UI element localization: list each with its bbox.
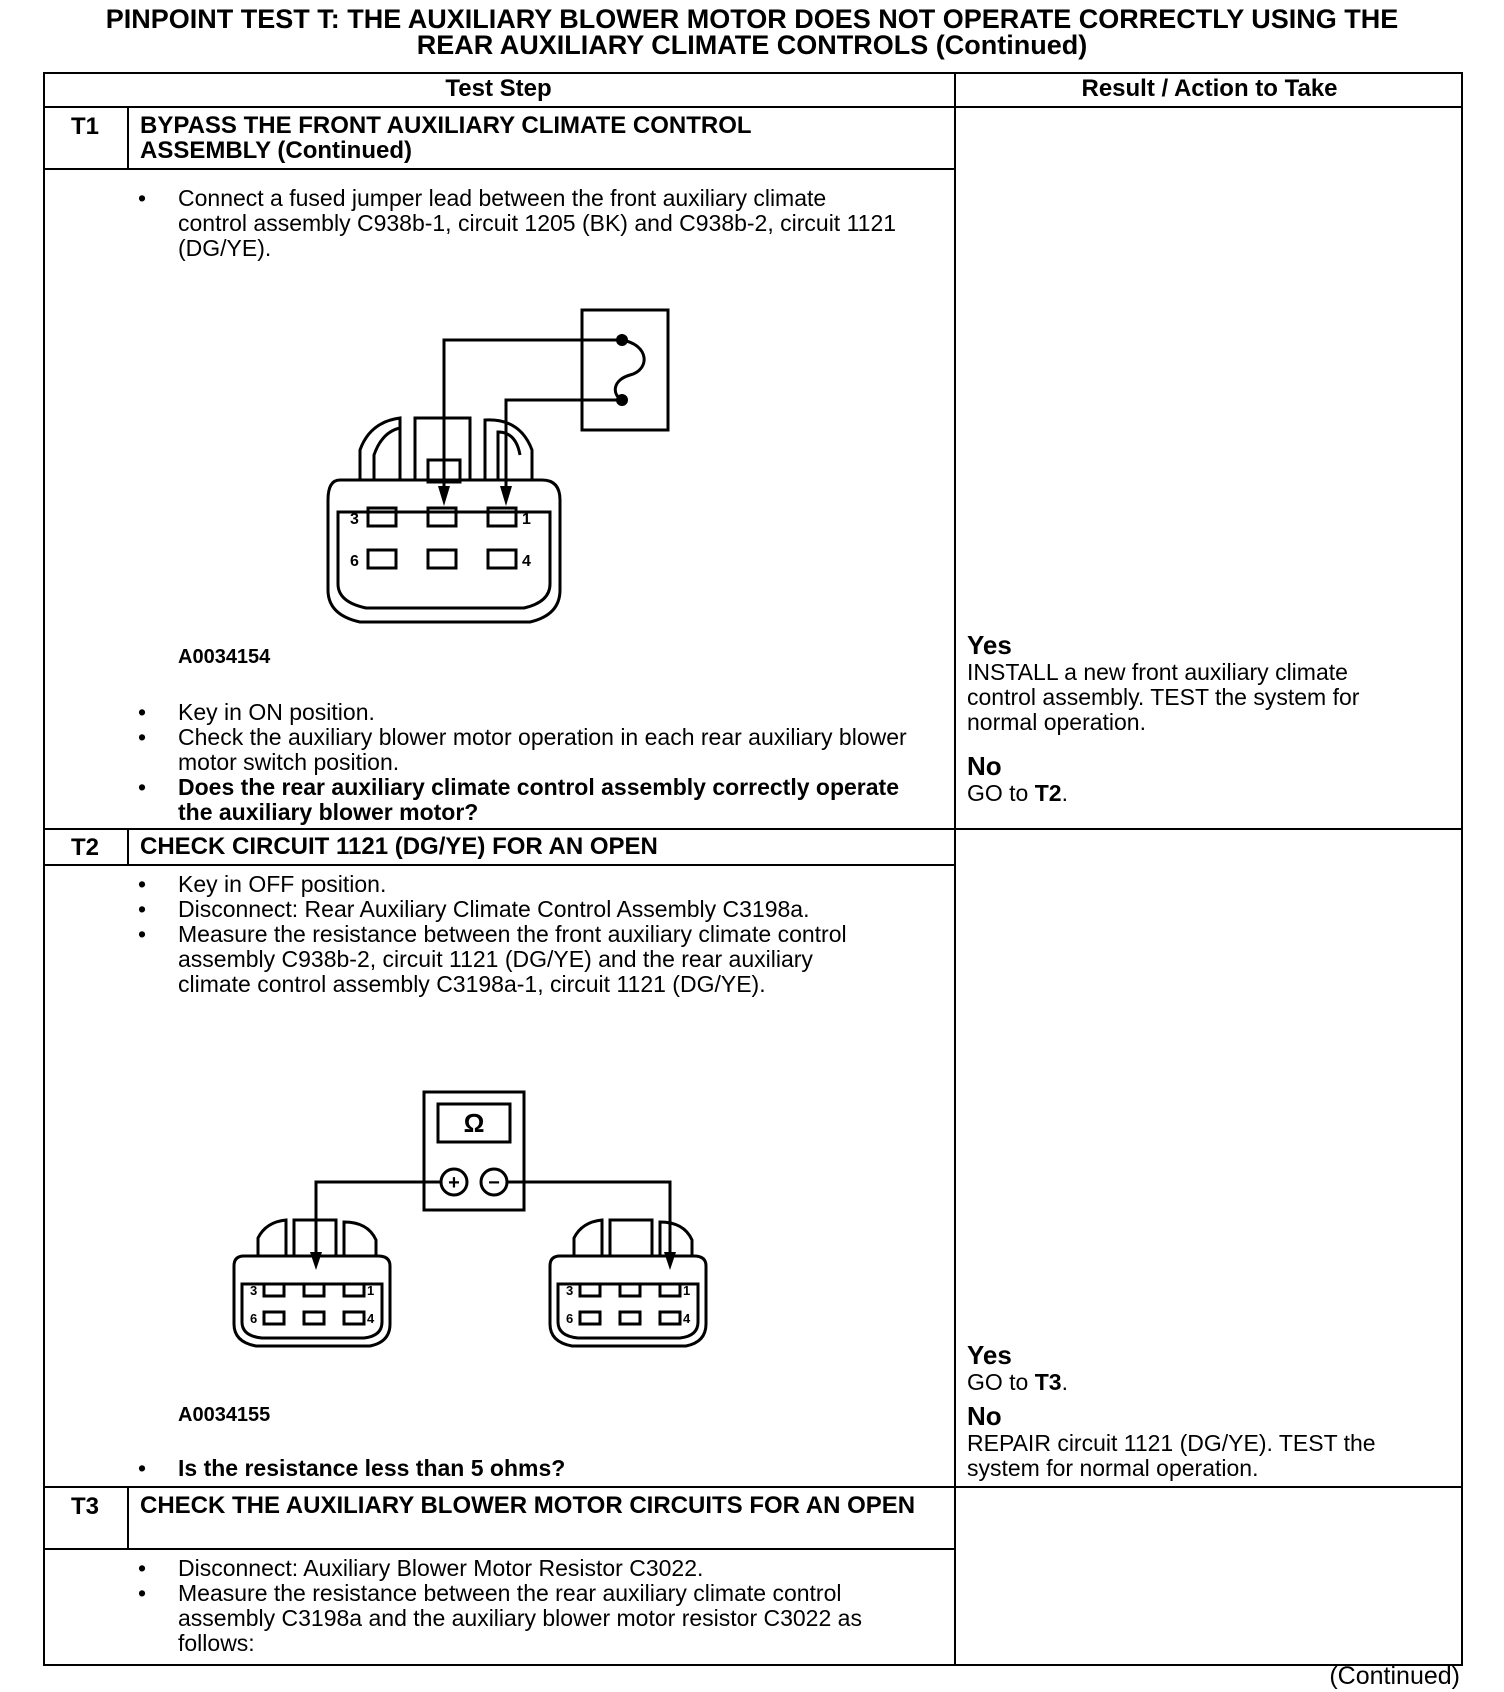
pin-socket: [580, 1312, 600, 1324]
yes-text-prefix: GO to: [967, 1369, 1035, 1395]
pin-socket: [620, 1312, 640, 1324]
no-text: REPAIR circuit 1121 (DG/YE). TEST the system for normal operation.: [967, 1430, 1376, 1481]
question-t2: Is the resistance less than 5 ohms?: [178, 1455, 566, 1481]
row-divider: [43, 1486, 1463, 1488]
pin-socket: [344, 1312, 364, 1324]
probe-tip: [500, 486, 512, 506]
fuse-element: [615, 340, 644, 400]
connector-latch: [360, 418, 400, 480]
bullet-glyph: •: [138, 1455, 147, 1481]
step-title-t3: CHECK THE AUXILIARY BLOWER MOTOR CIRCUITS FOR AN OPEN: [140, 1492, 916, 1519]
bullet-glyph: •: [138, 921, 147, 947]
bullet-glyph: •: [138, 724, 147, 750]
no-text: [967, 781, 1447, 806]
figure-id-t2: A0034155: [178, 1404, 271, 1426]
pin-label-6: 6: [250, 1311, 258, 1326]
meter-plus-label: +: [448, 1172, 460, 1194]
pin-socket: [660, 1284, 680, 1296]
pin-socket: [264, 1284, 284, 1296]
pin-label-4: 4: [367, 1311, 375, 1326]
step-id-t3: T3: [70, 1493, 99, 1520]
step-id-divider: [127, 106, 129, 170]
bullet-glyph: •: [138, 1580, 147, 1606]
connector-latch: [258, 1220, 286, 1256]
no-text-prefix: GO to: [967, 780, 1035, 806]
meter-lead: [507, 1182, 670, 1252]
connector-latch: [660, 1222, 692, 1256]
connector-latch: [610, 1220, 652, 1256]
pin-socket: [304, 1284, 324, 1296]
yes-label: Yes: [967, 630, 1012, 660]
column-divider: [954, 72, 956, 1666]
bullet-text: Key in OFF position.: [178, 871, 387, 897]
pin-label-4: 4: [522, 553, 531, 570]
bullet-text: Disconnect: Rear Auxiliary Climate Control Assembly C3198a.: [178, 896, 810, 922]
bullet-text: Connect a fused jumper lead between the front auxiliary climate control assembly C938b-1, circuit 1205 (BK) and C938b-2, circuit 1121 (DG/YE).: [178, 185, 897, 261]
connector-body: [550, 1256, 706, 1346]
bullet-text: Measure the resistance between the front auxiliary climate control assembly C938b-2, circuit 1121 (DG/YE) and the rear auxiliary climate control assembly C3198a-1, circuit 1121 (DG/YE).: [178, 921, 847, 997]
connector-latch: [374, 428, 400, 480]
connector-latch: [498, 432, 520, 480]
connector-body: [234, 1256, 390, 1346]
step-id-divider: [127, 828, 129, 866]
result-t1: [967, 630, 1447, 806]
no-label: No: [967, 1401, 1002, 1431]
jumper-wire: [506, 400, 622, 486]
fuse-box: [582, 310, 668, 430]
bullet-text: Disconnect: Auxiliary Blower Motor Resistor C3022.: [178, 1555, 704, 1581]
meter-minus-label: −: [488, 1172, 500, 1194]
pin-label-1: 1: [683, 1283, 691, 1298]
fuse-terminal: [616, 394, 628, 406]
bullet-glyph: •: [138, 699, 147, 725]
figure-a0034155: [230, 1090, 730, 1350]
step-title-divider: [43, 1548, 954, 1550]
no-label: No: [967, 751, 1002, 781]
pin-label-3: 3: [250, 1283, 258, 1298]
step-id-t2: T2: [70, 834, 99, 861]
bullet-text: Check the auxiliary blower motor operation in each rear auxiliary blower motor switch position.: [178, 724, 907, 775]
pin-label-6: 6: [566, 1311, 574, 1326]
title-line-1: PINPOINT TEST T: THE AUXILIARY BLOWER MOTOR DOES NOT OPERATE CORRECTLY USING THE: [105, 4, 1399, 34]
step-link-t2[interactable]: T2: [1034, 780, 1062, 806]
step-id-t1: T1: [70, 113, 99, 140]
continued-note: (Continued): [1329, 1662, 1460, 1690]
figure-id-t1: A0034154: [178, 646, 271, 668]
bullet-glyph: •: [138, 774, 147, 800]
figure-a0034154: [320, 300, 700, 630]
step-title-t2: CHECK CIRCUIT 1121 (DG/YE) FOR AN OPEN: [140, 833, 658, 860]
header-result: Result / Action to Take: [1081, 75, 1338, 102]
pin-socket: [620, 1284, 640, 1296]
page-title: [0, 6, 1504, 58]
pin-socket: [368, 550, 396, 568]
bullet-glyph: •: [138, 871, 147, 897]
bullet-glyph: •: [138, 1555, 147, 1581]
probe-tip: [310, 1252, 322, 1270]
yes-text: [967, 1370, 1447, 1395]
pin-label-1: 1: [522, 511, 531, 528]
pin-socket: [304, 1312, 324, 1324]
step-title-t1: BYPASS THE FRONT AUXILIARY CLIMATE CONTROL ASSEMBLY (Continued): [140, 112, 752, 164]
pin-socket: [660, 1312, 680, 1324]
no-text-suffix: .: [1061, 780, 1068, 806]
pin-socket: [428, 550, 456, 568]
probe-tip: [664, 1252, 676, 1270]
question-t1: Does the rear auxiliary climate control assembly correctly operate the auxiliary blower motor?: [178, 774, 899, 825]
step-title-divider: [43, 864, 954, 866]
bullet-glyph: •: [138, 896, 147, 922]
pin-socket: [344, 1284, 364, 1296]
pin-socket: [580, 1284, 600, 1296]
connector-latch: [344, 1222, 376, 1256]
connector-latch: [574, 1220, 602, 1256]
fuse-terminal: [616, 334, 628, 346]
step-title-divider: [43, 168, 954, 170]
bullet-text: Key in ON position.: [178, 699, 375, 725]
header-divider: [43, 106, 1463, 108]
header-test-step: Test Step: [445, 75, 552, 102]
pin-label-1: 1: [367, 1283, 375, 1298]
step-link-t3[interactable]: T3: [1034, 1369, 1062, 1395]
title-line-2: REAR AUXILIARY CLIMATE CONTROLS (Continued): [416, 30, 1088, 60]
pin-label-4: 4: [683, 1311, 691, 1326]
yes-text: INSTALL a new front auxiliary climate control assembly. TEST the system for normal operation.: [967, 659, 1360, 735]
result-t2: [967, 1340, 1447, 1481]
probe-tip: [438, 486, 450, 506]
meter-ohm-symbol: Ω: [463, 1108, 485, 1138]
yes-label: Yes: [967, 1340, 1012, 1370]
step-id-divider: [127, 1486, 129, 1550]
pin-socket: [264, 1312, 284, 1324]
pin-socket: [488, 550, 516, 568]
bullet-text: Measure the resistance between the rear auxiliary climate control assembly C3198a and the auxiliary blower motor resistor C3022 as follows:: [178, 1580, 862, 1656]
pin-label-6: 6: [350, 553, 359, 570]
yes-text-suffix: .: [1061, 1369, 1068, 1395]
pin-label-3: 3: [350, 511, 359, 528]
pin-label-3: 3: [566, 1283, 574, 1298]
connector-latch: [485, 420, 532, 480]
bullet-glyph: •: [138, 185, 147, 211]
row-divider: [43, 828, 1463, 830]
